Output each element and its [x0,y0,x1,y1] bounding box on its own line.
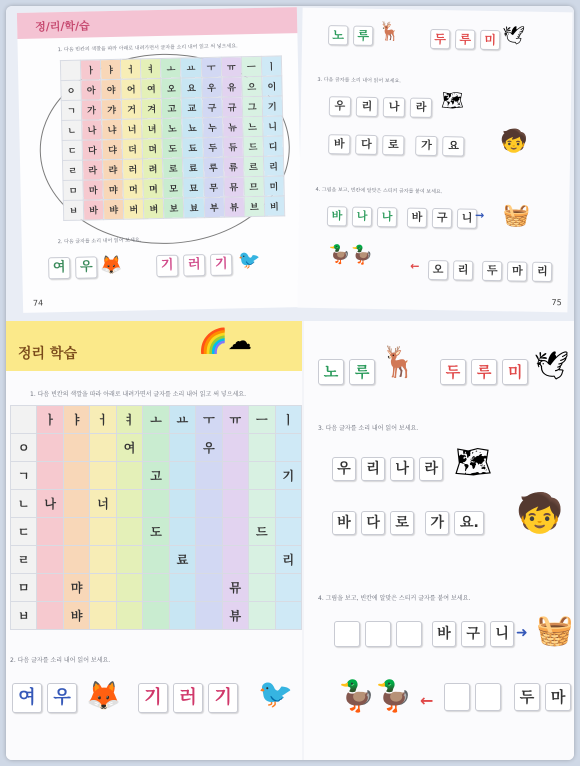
grid-cell: 료 [183,158,203,178]
grid-cell [37,546,63,574]
grid-cell [143,434,169,462]
grid-cell: 뮤 [223,177,243,197]
grid-cell [169,574,195,602]
grid-cell: 오 [161,78,181,98]
grid-cell: 너 [122,119,142,139]
bottom-left-title: 정리 학습 [18,346,77,362]
grid-cell [275,434,301,462]
tile: 미 [502,359,528,385]
grid-cell: 먀 [63,574,89,602]
grid-cell: 두 [203,137,223,157]
crane-illustration: 🕊 [501,25,526,47]
tile: 다 [355,135,377,155]
grid-cell [37,462,63,490]
grid-cell [196,602,222,630]
grid-consonant-label: ㅂ [63,200,83,220]
tile: 나 [377,207,397,227]
grid-cell: 루 [203,157,223,177]
grid-cell: 류 [223,157,243,177]
top-right-phrase-country [329,94,433,118]
grid-cell [275,518,301,546]
grid-cell [196,574,222,602]
grid-cell: 유 [221,77,241,97]
grid-consonant-label: ㅂ [11,602,37,630]
grid-cell [249,434,275,462]
tile: 루 [353,26,373,46]
grid-vowel-header: ㅛ [181,58,201,78]
tile: 리 [361,457,385,481]
grid-cell [275,490,301,518]
tile: 다 [361,511,385,535]
grid-vowel-header: ㅠ [221,57,241,77]
grid-cell: 마 [83,180,103,200]
top-right-page [297,8,572,313]
grid-cell [143,574,169,602]
tile: 요 [442,136,464,156]
grid-cell: 노 [162,118,182,138]
tile: 바 [328,134,350,154]
grid-cell [196,490,222,518]
empty-box [396,621,422,647]
grid-cell: 로 [163,158,183,178]
tile: 여 [12,683,42,713]
grid-cell [37,574,63,602]
grid-consonant-label: ㅇ [11,434,37,462]
grid-cell [116,490,142,518]
banana-basket-illustration: 🧺 [536,613,574,648]
grid-cell: 겨 [142,98,162,118]
grid-cell [222,490,248,518]
grid-consonant-label: ㄱ [11,462,37,490]
tile: 루 [471,359,497,385]
grid-cell: 이 [262,76,283,96]
tile: 여 [48,257,70,279]
grid-cell: 나 [37,490,63,518]
grid-vowel-header: ㅡ [249,406,275,434]
bottom-right-word-basket [432,621,514,647]
grid-cell [222,518,248,546]
tile: 두 [440,359,466,385]
top-left-instruction-1: 1. 다음 빈칸의 색깔을 따라 아래로 내려가면서 글자를 소리 내어 읽고 써 넣으세요. [57,43,238,54]
grid-cell: 려 [143,158,163,178]
grid-consonant-label: ㄷ [11,518,37,546]
tile: 라 [419,457,443,481]
top-left-instruction-2: 2. 다음 글자를 소리 내어 읽어 보세요. [57,237,142,246]
grid-cell: 그 [242,96,262,116]
grid-cell [249,490,275,518]
tile: 마 [545,683,571,711]
grid-cell [275,574,301,602]
grid-cell: 다 [82,140,102,160]
tile: 기 [156,255,178,277]
grid-vowel-header: ㅠ [222,406,248,434]
top-right-word-deer [328,24,373,46]
grid-cell [63,518,89,546]
tile: 나 [383,97,405,117]
tile: 노 [318,359,344,385]
korea-map-illustration: 🗺 [440,90,465,112]
fox-illustration: 🦊 [86,679,121,712]
grid-cell: 니 [262,116,283,136]
grid-vowel-header: ㅛ [169,406,195,434]
grid-cell: 르 [243,156,263,176]
grid-cell: 리 [263,156,284,176]
grid-cell: 너 [90,490,116,518]
grid-cell [37,602,63,630]
grid-consonant-label: ㄷ [62,140,82,160]
tile: 기 [138,683,168,713]
boy-illustration: 🧒 [500,129,528,155]
tile: 구 [461,621,485,647]
top-left-page [17,7,303,313]
top-right-word-basket [407,206,478,229]
tile: 로 [390,511,414,535]
deer-illustration: 🦌 [378,20,401,43]
grid-cell: 바 [83,200,103,220]
tile: 우 [332,457,356,481]
empty-box [334,621,360,647]
bottom-right-instruction-4: 4. 그림을 보고, 빈칸에 알맞은 스티커 글자를 붙여 보세요. [318,595,471,602]
tile: 러 [173,683,203,713]
grid-cell [90,602,116,630]
goose-illustration: 🐦 [237,249,261,272]
grid-cell [37,518,63,546]
tile: 나 [352,207,372,227]
grid-cell: 미 [264,176,285,196]
grid-cell: 비 [264,196,285,216]
ducks-illustration: 🦆🦆 [328,244,374,266]
grid-vowel-header: ㅣ [261,56,282,76]
bottom-right-instruction-3: 3. 다음 글자를 소리 내어 읽어 보세요. [318,425,419,432]
empty-box [365,621,391,647]
bottom-left-instruction-2: 2. 다음 글자를 소리 내어 읽어 보세요. [10,657,111,664]
grid-cell: 뮤 [222,574,248,602]
grid-cell: 묘 [183,178,203,198]
tile: 러 [183,254,205,276]
grid-cell [143,602,169,630]
grid-vowel-header: ㅗ [161,58,181,78]
fox-illustration: 🦊 [99,254,123,277]
tile: 기 [208,683,238,713]
grid-cell: 벼 [144,198,164,218]
grid-cell [37,434,63,462]
grid-cell [222,546,248,574]
grid-cell [196,462,222,490]
grid-cell [222,434,248,462]
grid-cell: 디 [263,136,284,156]
grid-cell: 더 [122,139,142,159]
grid-cell: 러 [123,159,143,179]
grid-cell: 교 [182,98,202,118]
grid-cell: 버 [124,199,144,219]
grid-cell [249,546,275,574]
grid-cell: 댜 [102,139,122,159]
grid-cell: 거 [121,99,141,119]
grid-cell: 뷰 [222,602,248,630]
grid-cell: 뷰 [224,197,244,217]
bottom-right-phrase-sea [332,511,484,535]
boy-illustration: 🧒 [516,491,564,535]
grid-vowel-header: ㅡ [241,56,261,76]
grid-cell [249,462,275,490]
korea-map-illustration: 🗺 [454,445,493,480]
grid-cell: 가 [81,100,101,120]
grid-vowel-header: ㅕ [141,58,161,78]
bottom-right-word-deer [318,359,375,385]
tile: 두 [482,261,502,281]
grid-cell: 브 [244,196,264,216]
grid-cell: 누 [202,117,222,137]
empty-box [444,683,470,711]
top-left-title: 정/리/학/습 [35,19,90,34]
top-left-word-goose [156,253,233,278]
grid-cell [116,518,142,546]
grid-vowel-header: ㅓ [90,406,116,434]
grid-cell [249,574,275,602]
grid-vowel-header: ㅜ [201,57,221,77]
grid-cell: 뱌 [63,602,89,630]
top-right-word-ducks [428,258,553,282]
tile: 니 [457,208,477,228]
grid-cell: 리 [275,546,301,574]
tile: 라 [410,98,432,118]
crane-illustration: 🕊 [534,349,570,382]
grid-cell: 기 [275,462,301,490]
grid-consonant-label: ㅁ [63,180,83,200]
grid-cell: 뎌 [142,138,162,158]
grid-cell: 갸 [101,99,121,119]
grid-corner [60,60,80,80]
grid-cell: 뱌 [103,199,123,219]
grid-cell: 뵤 [184,198,204,218]
tile: 로 [382,135,404,155]
tile: 기 [210,254,232,276]
goose-illustration: 🐦 [258,677,293,710]
top-right-word-crane [430,28,501,50]
banana-basket-illustration: 🧺 [502,203,531,229]
grid-vowel-header: ㅓ [121,59,141,79]
tile: 구 [432,208,452,228]
tile: 바 [407,208,427,228]
grid-consonant-label: ㄴ [11,490,37,518]
grid-cell [169,462,195,490]
grid-cell [90,574,116,602]
grid-cell: 나 [82,120,102,140]
grid-cell: 보 [164,198,184,218]
bottom-right-word-crane [440,359,528,385]
grid-cell: 요 [181,78,201,98]
tile: 요. [454,511,484,535]
grid-cell: 기 [262,96,283,116]
tile: 두 [514,683,540,711]
grid-cell: 먀 [103,179,123,199]
grid-cell [116,462,142,490]
grid-cell [116,574,142,602]
bottom-right-empty-boxes-top [334,621,422,651]
bottom-left-word-fox [12,683,77,713]
grid-cell: 구 [202,97,222,117]
grid-cell: 여 [116,434,142,462]
bottom-left-word-goose [138,683,238,713]
grid-cell [169,490,195,518]
arrow-left-icon: ← [410,259,420,273]
grid-consonant-label: ㅇ [61,80,81,100]
grid-vowel-header: ㅑ [63,406,89,434]
grid-cell: 냐 [102,119,122,139]
grid-cell [169,602,195,630]
grid-cell: 무 [203,177,223,197]
tile: 우 [329,96,351,116]
grid-cell: 머 [123,179,143,199]
grid-cell: 여 [141,78,161,98]
bottom-right-empty-boxes-bottom [444,683,501,715]
grid-cell: 우 [201,77,221,97]
grid-cell: 우 [196,434,222,462]
grid-cell [90,462,116,490]
top-left-word-fox [48,255,98,279]
bottom-right-page [304,321,574,760]
tile: 리 [453,260,473,280]
grid-cell: 어 [121,79,141,99]
grid-corner [11,406,37,434]
grid-cell [143,490,169,518]
grid-cell: 느 [242,116,262,136]
tile: 리 [356,97,378,117]
grid-cell [116,546,142,574]
grid-vowel-header: ㅏ [80,60,100,80]
bottom-right-word-two [514,683,571,711]
empty-box [475,683,501,711]
grid-cell [63,546,89,574]
top-right-phrase-sea [328,132,465,156]
grid-cell [275,602,301,630]
grid-consonant-label: ㄴ [62,120,82,140]
grid-cell [90,546,116,574]
grid-cell: 으 [241,76,261,96]
bottom-left-instruction-1: 1. 다음 빈칸의 색깔을 따라 아래로 내려가면서 글자를 소리 내어 읽고 써 넣으세요. [30,391,246,398]
tile: 우 [75,256,97,278]
grid-vowel-header: ㅜ [196,406,222,434]
tile: 두 [430,29,450,49]
tile: 마 [507,261,527,281]
grid-cell: 규 [222,97,242,117]
grid-cell [196,518,222,546]
grid-cell [249,602,275,630]
tile: 리 [532,262,552,282]
tile: 오 [428,260,448,280]
tile: 가 [415,136,437,156]
grid-cell [169,518,195,546]
grid-cell: 드 [243,136,263,156]
grid-cell: 부 [204,197,224,217]
page-number-74: 74 [32,298,44,308]
grid-cell [143,546,169,574]
arrow-right-icon: → [474,208,485,222]
grid-cell [116,602,142,630]
rainbow-clouds-illustration: 🌈☁ [198,327,252,355]
grid-cell [63,462,89,490]
grid-consonant-label: ㄱ [61,100,81,120]
bottom-right-phrase-country [332,457,443,481]
tile: 바 [327,206,347,226]
top-right-instruction-4: 4. 그림을 보고, 빈칸에 알맞은 스티커 글자를 붙여 보세요. [315,186,443,196]
bottom-left-vowel-grid [10,405,302,630]
grid-cell: 며 [143,178,163,198]
tile: 니 [490,621,514,647]
bottom-book-photo [6,321,574,760]
grid-cell: 아 [81,80,101,100]
grid-vowel-header: ㅏ [37,406,63,434]
tile: 가 [425,511,449,535]
tile: 루 [455,29,475,49]
grid-cell: 됴 [183,138,203,158]
arrow-right-icon: ➜ [516,625,528,641]
tile: 우 [47,683,77,713]
grid-cell [63,434,89,462]
bottom-left-page [6,321,302,760]
tile: 루 [349,359,375,385]
grid-cell [90,518,116,546]
top-right-instruction-3: 3. 다음 글자를 소리 내어 읽어 보세요. [317,76,401,85]
grid-cell: 뇨 [182,118,202,138]
grid-consonant-label: ㄹ [11,546,37,574]
top-left-vowel-grid [60,55,285,221]
page-number-75: 75 [551,298,562,308]
tile: 노 [328,25,348,45]
grid-cell: 도 [162,138,182,158]
grid-cell [90,434,116,462]
top-right-sticker-banana [327,204,398,227]
grid-cell [169,434,195,462]
grid-vowel-header: ㅕ [116,406,142,434]
grid-cell: 고 [162,98,182,118]
ducks-illustration: 🦆🦆 [338,679,413,714]
grid-cell: 드 [249,518,275,546]
grid-cell: 도 [143,518,169,546]
photo-frame [6,6,574,760]
grid-cell: 모 [163,178,183,198]
tile: 바 [332,511,356,535]
tile: 바 [432,621,456,647]
tile: 미 [480,30,500,50]
deer-illustration: 🦌 [380,345,418,380]
grid-cell: 료 [169,546,195,574]
grid-consonant-label: ㄹ [62,160,82,180]
arrow-left-icon: ← [420,691,434,710]
grid-cell: 야 [101,79,121,99]
grid-vowel-header: ㅑ [101,59,121,79]
grid-cell [63,490,89,518]
grid-cell [222,462,248,490]
grid-vowel-header: ㅗ [143,406,169,434]
tile: 나 [390,457,414,481]
grid-cell: 뉴 [222,117,242,137]
grid-vowel-header: ㅣ [275,406,301,434]
grid-cell: 므 [244,176,264,196]
grid-cell: 듀 [223,137,243,157]
grid-consonant-label: ㅁ [11,574,37,602]
grid-cell: 라 [83,160,103,180]
top-book-photo [6,6,574,321]
grid-cell: 고 [143,462,169,490]
grid-cell: 랴 [103,159,123,179]
grid-cell [196,546,222,574]
grid-cell: 녀 [142,118,162,138]
